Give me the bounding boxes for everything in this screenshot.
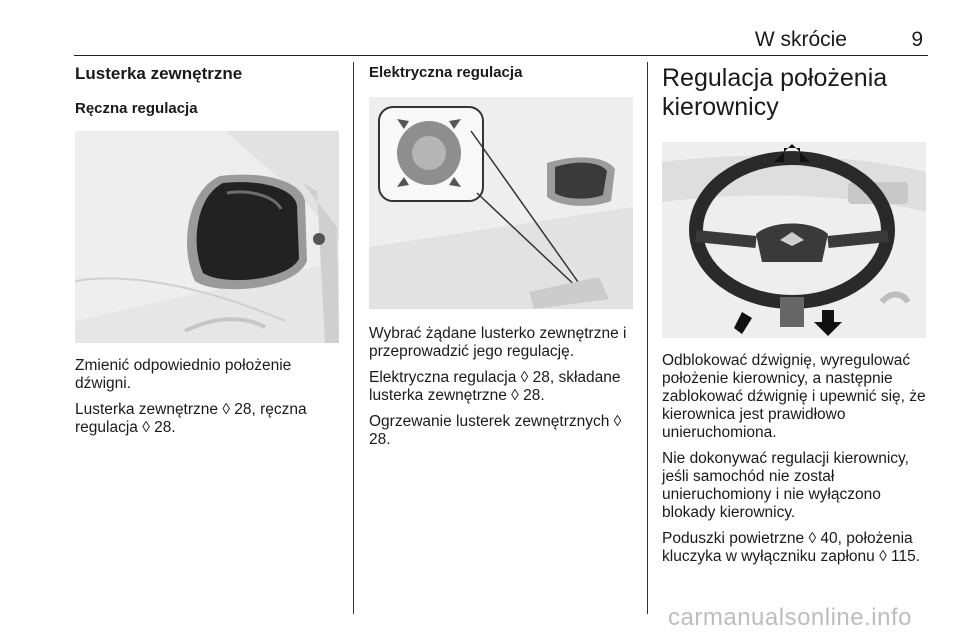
paragraph: Poduszki powietrzne ◊ 40, położenia kluczyka w wyłączniku zapłonu ◊ 115.	[662, 530, 921, 565]
column-divider	[353, 62, 354, 614]
paragraph: Wybrać żądane lusterko zewnętrzne i przeprowadzić jego regulację.	[369, 325, 627, 360]
section-title: W skrócie	[754, 28, 847, 51]
header-rule	[74, 55, 928, 56]
steering-wheel-adjustment-illustration	[662, 142, 926, 338]
section-heading: Lusterka zewnętrzne	[75, 64, 243, 83]
paragraph: Odblokować dźwignię, wyregulować położenie kierownicy, a następnie zablokować dźwignię i upewnić się, że kierownica jest prawidłowo unieruchomiona.	[662, 352, 926, 441]
paragraph: Nie dokonywać regulacji kierownicy, jeśli samochód nie został unieruchomiony i nie wyłączono blokady kierownicy.	[662, 450, 909, 521]
page-number: 9	[911, 28, 923, 51]
paragraph: Ogrzewanie lusterek zewnętrznych ◊ 28.	[369, 413, 622, 448]
paragraph: Zmienić odpowiednio położenie dźwigni.	[75, 357, 292, 392]
column-1	[75, 64, 339, 445]
paragraph: Lusterka zewnętrzne ◊ 28, ręczna regulacja ◊ 28.	[75, 401, 307, 436]
section-heading: Regulacja położenia kierownicy	[662, 64, 888, 121]
watermark: carmanualsonline.info	[668, 604, 912, 631]
column-divider	[647, 62, 648, 614]
manual-mirror-adjustment-illustration	[75, 131, 339, 343]
electric-mirror-switch-illustration	[369, 97, 633, 309]
subsection-heading: Elektryczna regulacja	[369, 64, 523, 81]
column-3	[662, 64, 926, 574]
column-2	[369, 64, 633, 457]
subsection-heading: Ręczna regulacja	[75, 100, 198, 117]
paragraph: Elektryczna regulacja ◊ 28, składane lusterka zewnętrzne ◊ 28.	[369, 369, 621, 404]
